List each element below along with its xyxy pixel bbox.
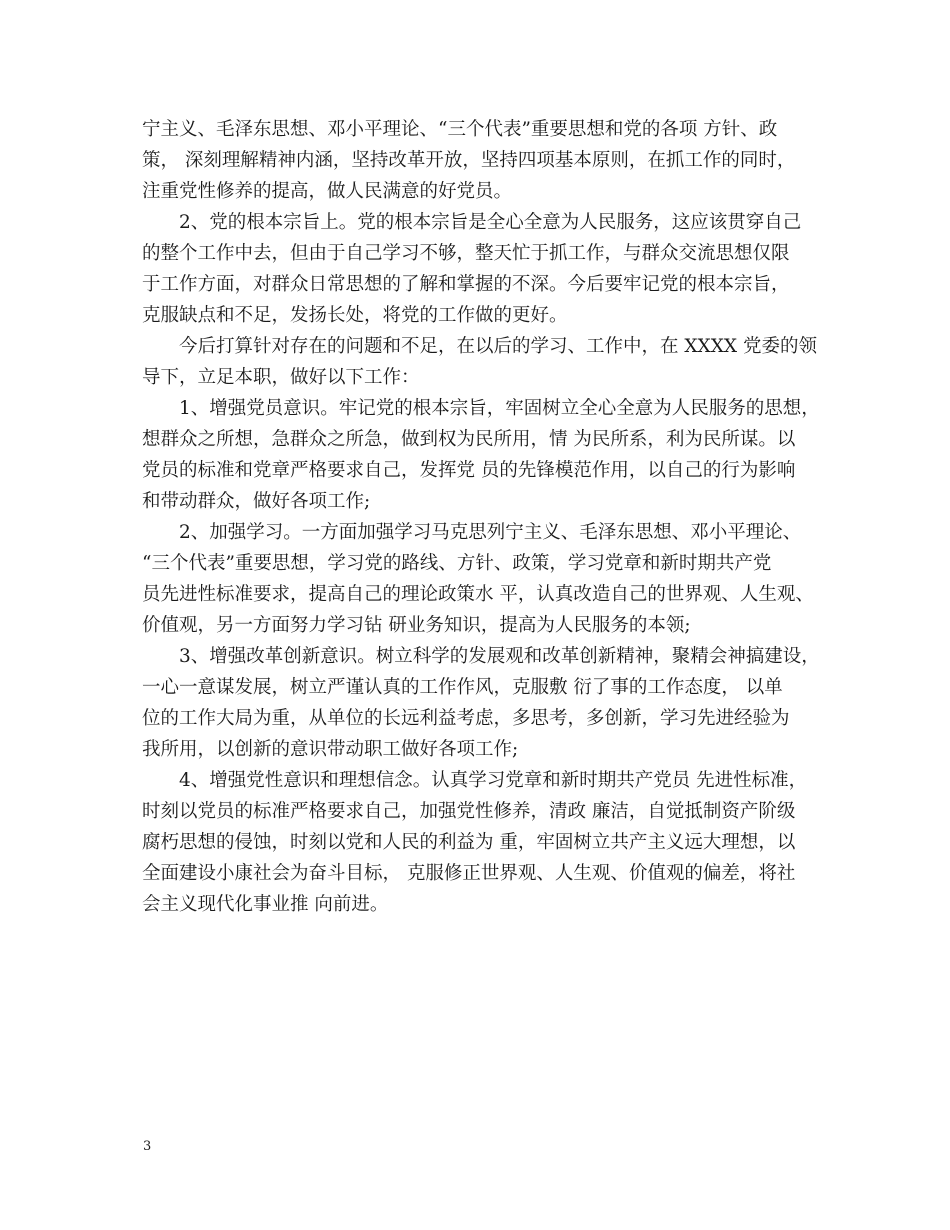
text-line: 腐朽思想的侵蚀，时刻以党和人民的利益为 重，牢固树立共产主义远大理想，以 xyxy=(142,832,796,853)
paragraph xyxy=(142,331,822,393)
text-line: 想群众之所想，急群众之所急，做到权为民所用，情 为民所系，利为民所谋。以 xyxy=(142,429,796,450)
text-line: 2、党的根本宗旨上。党的根本宗旨是全心全意为人民服务，这应该贯穿自己 xyxy=(142,212,802,233)
paragraph xyxy=(142,207,822,331)
text-line: 党员的标准和党章严格要求自己，发挥党 员的先锋模范作用，以自己的行为影响 xyxy=(142,460,796,481)
text-line: 位的工作大局为重，从单位的长远利益考虑，多思考，多创新，学习先进经验为 xyxy=(142,708,790,729)
text-line: 会主义现代化事业推 向前进。 xyxy=(142,894,389,915)
paragraph xyxy=(142,765,822,920)
text-line: 策， 深刻理解精神内涵，坚持改革开放，坚持四项基本原则，在抓工作的同时， xyxy=(142,150,796,171)
text-line: 导下，立足本职，做好以下工作： xyxy=(142,367,420,388)
text-line: 于工作方面，对群众日常思想的了解和掌握的不深。今后要牢记党的根本宗旨， xyxy=(142,274,790,295)
text-line: 时刻以党员的标准严格要求自己，加强党性修养，清政 廉洁，自觉抵制资产阶级 xyxy=(142,801,796,822)
text-line: 一心一意谋发展，树立严谨认真的工作作风，克服敷 衍了事的工作态度， 以单 xyxy=(142,677,783,698)
text-line: 全面建设小康社会为奋斗目标， 克服修正世界观、人生观、价值观的偏差，将社 xyxy=(142,863,796,884)
text-line: 员先进性标准要求，提高自己的理论政策水 平，认真改造自己的世界观、人生观、 xyxy=(142,584,814,605)
text-line: 3、增强改革创新意识。树立科学的发展观和改革创新精神，聚精会神搞建设， xyxy=(142,646,820,667)
paragraph xyxy=(142,114,822,207)
text-line: 1、增强党员意识。牢记党的根本宗旨，牢固树立全心全意为人民服务的思想， xyxy=(142,398,820,419)
text-line: 克服缺点和不足，发扬长处，将党的工作做的更好。 xyxy=(142,305,568,326)
text-line: 和带动群众，做好各项工作; xyxy=(142,491,371,512)
text-line: “三个代表”重要思想，学习党的路线、方针、政策，学习党章和新时期共产党 xyxy=(142,553,772,574)
paragraph xyxy=(142,517,822,641)
text-line: 我所用，以创新的意识带动职工做好各项工作; xyxy=(142,739,519,760)
paragraph xyxy=(142,641,822,765)
text-line: 价值观，另一方面努力学习钻 研业务知识，提高为人民服务的本领; xyxy=(142,615,691,636)
paragraph xyxy=(142,393,822,517)
document-body xyxy=(142,114,822,920)
page-number: 3 xyxy=(143,1139,152,1154)
text-line: 的整个工作中去，但由于自己学习不够，整天忙于抓工作，与群众交流思想仅限 xyxy=(142,243,790,264)
text-line: 宁主义、毛泽东思想、邓小平理论、“三个代表”重要思想和党的各项 方针、政 xyxy=(142,119,778,140)
text-line: 4、增强党性意识和理想信念。认真学习党章和新时期共产党员 先进性标准， xyxy=(142,770,808,791)
text-line: 注重党性修养的提高，做人民满意的好党员。 xyxy=(142,181,513,202)
text-line: 2、加强学习。一方面加强学习马克思列宁主义、毛泽东思想、邓小平理论、 xyxy=(142,522,802,543)
text-line: 今后打算针对存在的问题和不足，在以后的学习、工作中，在 XXXX 党委的领 xyxy=(142,336,817,357)
